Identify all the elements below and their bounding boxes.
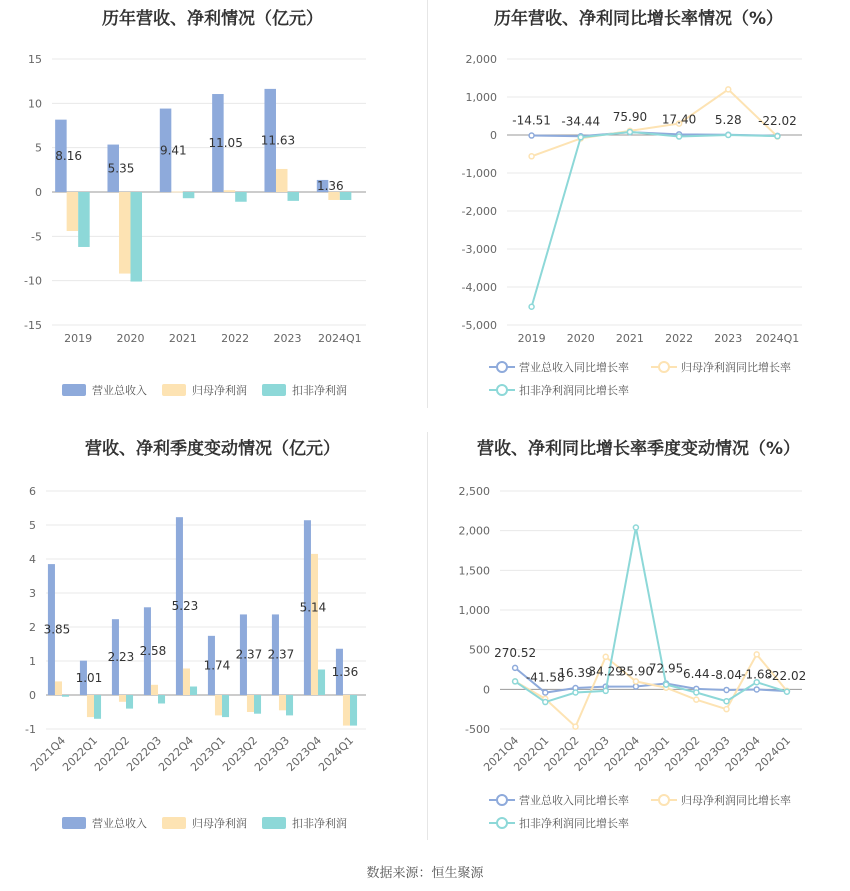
legend-label: 扣非净利润 xyxy=(292,384,347,397)
data-point xyxy=(529,154,534,159)
data-label: 11.05 xyxy=(208,136,243,151)
bar xyxy=(151,685,158,695)
x-tick-label: 2023Q3 xyxy=(252,733,293,774)
y-tick-label: -15 xyxy=(24,319,42,332)
x-tick-label: 2024Q1 xyxy=(755,332,800,345)
x-tick-label: 2022 xyxy=(665,332,694,345)
y-tick-label: 5 xyxy=(35,141,42,155)
x-tick-label: 2021 xyxy=(168,332,197,345)
data-point xyxy=(664,682,669,687)
data-label: 9.41 xyxy=(159,143,187,158)
data-point xyxy=(724,707,729,712)
data-label: 8.16 xyxy=(55,148,83,163)
data-point xyxy=(513,665,518,670)
y-tick-label: 5 xyxy=(29,519,36,532)
y-tick-label: -10 xyxy=(24,274,42,288)
data-point xyxy=(694,697,699,702)
data-point xyxy=(513,679,518,684)
data-label: -14.51 xyxy=(512,113,551,128)
x-tick-label: 2024Q1 xyxy=(752,733,794,774)
x-tick-label: 2024Q1 xyxy=(316,733,357,774)
y-tick-label: -5 xyxy=(31,230,42,244)
data-label: 75.90 xyxy=(612,110,648,125)
data-label: 35.90 xyxy=(618,664,654,679)
legend-swatch xyxy=(62,817,86,829)
data-label: 1.36 xyxy=(331,664,359,679)
x-tick-label: 2021Q4 xyxy=(481,733,522,774)
data-label: 17.40 xyxy=(661,112,697,127)
bar xyxy=(119,695,126,702)
data-label: 5.14 xyxy=(299,600,327,615)
legend-swatch xyxy=(162,817,186,829)
data-label: 2.37 xyxy=(267,647,295,662)
y-tick-label: 3 xyxy=(29,587,36,600)
x-tick-label: 2023Q4 xyxy=(722,733,763,774)
bar xyxy=(87,695,94,717)
y-tick-label: -4,000 xyxy=(461,281,497,294)
data-label: 72.95 xyxy=(648,661,684,676)
bar xyxy=(286,695,293,715)
bar xyxy=(171,192,183,193)
y-tick-label: 15 xyxy=(28,53,42,66)
legend-label: 归母净利润同比增长率 xyxy=(681,794,791,807)
data-label: -22.02 xyxy=(758,113,797,128)
x-tick-label: 2023 xyxy=(273,332,302,345)
data-point xyxy=(573,724,578,729)
y-tick-label: 0 xyxy=(29,689,36,702)
data-point xyxy=(529,304,534,309)
y-tick-label: 1,000 xyxy=(465,91,497,104)
x-tick-label: 2023Q3 xyxy=(692,733,733,774)
data-label: -8.04 xyxy=(710,667,743,682)
data-label: 2.23 xyxy=(107,650,135,665)
panel-annual-line xyxy=(427,0,850,410)
y-tick-label: 2 xyxy=(29,621,36,634)
legend-swatch xyxy=(162,384,186,396)
y-tick-label: 2,000 xyxy=(458,524,490,538)
data-point xyxy=(573,690,578,695)
legend-label: 营业总收入 xyxy=(92,817,147,830)
bar xyxy=(328,192,340,200)
x-tick-label: 2022Q3 xyxy=(124,733,165,774)
bar xyxy=(311,554,318,695)
data-label: 6.44 xyxy=(682,666,710,681)
data-point xyxy=(677,134,682,139)
bar xyxy=(254,695,261,714)
bar xyxy=(343,695,350,726)
y-tick-label: -500 xyxy=(465,723,490,736)
bar xyxy=(183,668,190,695)
data-label: 34.29 xyxy=(588,664,623,679)
data-point xyxy=(633,679,638,684)
y-tick-label: 0 xyxy=(35,186,42,199)
bar xyxy=(340,192,352,200)
x-tick-label: 2022Q4 xyxy=(156,733,197,774)
legend-label: 扣非净利润 xyxy=(292,817,347,830)
y-tick-label: -3,000 xyxy=(461,243,497,256)
panel-quarterly-bar xyxy=(0,430,425,850)
legend-label: 归母净利润 xyxy=(192,384,247,397)
bar xyxy=(224,190,236,192)
bar xyxy=(318,670,325,696)
data-label: -1.68 xyxy=(741,667,773,682)
bar xyxy=(183,192,195,198)
y-tick-label: 2,000 xyxy=(465,53,497,66)
panel-annual-bar xyxy=(0,0,425,410)
legend-marker xyxy=(497,818,507,828)
data-point xyxy=(724,687,729,692)
data-label: 3.85 xyxy=(43,622,71,637)
bar xyxy=(78,192,90,247)
x-tick-label: 2020 xyxy=(116,332,145,345)
bar xyxy=(62,695,69,697)
bar xyxy=(215,695,222,715)
y-tick-label: -5,000 xyxy=(461,319,497,332)
data-source-footer: 数据来源：恒生聚源 xyxy=(366,866,484,881)
bar xyxy=(67,192,79,231)
legend-marker xyxy=(659,362,669,372)
x-tick-label: 2022Q3 xyxy=(571,733,612,774)
legend-swatch xyxy=(262,817,286,829)
series-line xyxy=(532,132,778,307)
x-tick-label: 2022Q1 xyxy=(511,733,552,774)
x-tick-label: 2019 xyxy=(517,332,546,345)
bar xyxy=(222,695,229,717)
bar xyxy=(276,169,288,192)
x-tick-label: 2021Q4 xyxy=(28,733,69,774)
data-label: 1.74 xyxy=(203,658,231,673)
legend-marker xyxy=(497,795,507,805)
legend-label: 归母净利润同比增长率 xyxy=(681,361,791,374)
data-label: 16.39 xyxy=(558,666,593,681)
bar xyxy=(350,695,357,726)
y-tick-label: 1,000 xyxy=(458,604,490,617)
chart-title-annual-line: 历年营收、净利同比增长率情况（%） xyxy=(493,9,784,29)
chart-annual-growth-rate xyxy=(427,0,850,410)
x-tick-label: 2023Q1 xyxy=(188,733,229,774)
bar xyxy=(288,192,300,201)
legend-label: 营业总收入同比增长率 xyxy=(519,361,629,374)
legend-label: 扣非净利润同比增长率 xyxy=(519,384,629,397)
data-label: 1.36 xyxy=(316,178,344,193)
data-point xyxy=(775,134,780,139)
data-label: 5.35 xyxy=(107,161,135,176)
chart-title-quarterly-bar: 营收、净利季度变动情况（亿元） xyxy=(85,439,340,459)
data-point xyxy=(529,133,534,138)
x-tick-label: 2022Q1 xyxy=(60,733,101,774)
x-tick-label: 2023 xyxy=(714,332,743,345)
chart-quarterly-revenue-profit xyxy=(0,430,425,850)
data-label: -34.44 xyxy=(561,114,601,129)
chart-title-quarterly-line: 营收、净利同比增长率季度变动情况（%） xyxy=(476,439,801,459)
data-point xyxy=(726,87,731,92)
data-label: 1.01 xyxy=(75,670,103,685)
legend-label: 营业总收入 xyxy=(92,384,147,397)
x-tick-label: 2020 xyxy=(566,332,595,345)
y-tick-label: 6 xyxy=(29,485,36,498)
legend-label: 营业总收入同比增长率 xyxy=(519,794,629,807)
x-tick-label: 2022 xyxy=(221,332,250,345)
data-point xyxy=(694,690,699,695)
legend-label: 归母净利润 xyxy=(192,817,247,830)
bar xyxy=(279,695,286,710)
data-label: 5.23 xyxy=(171,599,199,614)
x-tick-label: 2023Q1 xyxy=(632,733,673,774)
data-point xyxy=(543,690,548,695)
data-point xyxy=(726,133,731,138)
y-tick-label: 0 xyxy=(483,683,490,697)
data-label: 11.63 xyxy=(260,133,296,148)
x-tick-label: 2023Q2 xyxy=(662,733,703,774)
bar xyxy=(190,687,197,696)
bar xyxy=(131,192,143,282)
bar xyxy=(247,695,254,712)
data-label: 2.58 xyxy=(139,644,167,659)
y-tick-label: 0 xyxy=(490,129,497,142)
y-tick-label: 500 xyxy=(469,643,490,657)
x-tick-label: 2022Q4 xyxy=(601,733,643,774)
chart-quarterly-growth-rate xyxy=(427,430,850,850)
panel-quarterly-line xyxy=(427,430,850,850)
x-tick-label: 2022Q2 xyxy=(92,733,133,774)
data-point xyxy=(633,684,638,689)
chart-annual-revenue-profit xyxy=(0,0,425,410)
y-tick-label: -2,000 xyxy=(461,205,497,218)
data-label: 2.37 xyxy=(235,647,263,662)
legend-swatch xyxy=(62,384,86,396)
legend-label: 扣非净利润同比增长率 xyxy=(519,817,629,830)
x-tick-label: 2019 xyxy=(64,332,93,345)
data-point xyxy=(578,135,583,140)
y-tick-label: 1 xyxy=(29,655,36,668)
legend-swatch xyxy=(262,384,286,396)
data-label: 5.28 xyxy=(714,112,742,127)
y-tick-label: 4 xyxy=(29,553,36,566)
x-tick-label: 2023Q4 xyxy=(284,733,325,774)
legend-marker xyxy=(497,362,507,372)
data-point xyxy=(603,688,608,693)
legend-marker xyxy=(497,385,507,395)
data-point xyxy=(543,700,548,705)
data-point xyxy=(784,689,789,694)
bar xyxy=(55,681,62,695)
data-label: -22.02 xyxy=(767,669,807,684)
y-tick-label: 10 xyxy=(28,97,42,111)
data-point xyxy=(627,129,632,134)
data-label: 270.52 xyxy=(494,645,537,660)
x-tick-label: 2024Q1 xyxy=(318,332,362,345)
x-tick-label: 2023Q2 xyxy=(220,733,261,774)
bar xyxy=(235,192,247,202)
x-tick-label: 2022Q2 xyxy=(541,733,582,774)
bar xyxy=(126,695,133,709)
chart-title-annual-bar: 历年营收、净利情况（亿元） xyxy=(102,9,323,29)
bar xyxy=(94,695,101,719)
bar xyxy=(119,192,131,274)
x-tick-label: 2021 xyxy=(615,332,644,345)
data-point xyxy=(754,687,759,692)
data-point xyxy=(633,525,638,530)
bar xyxy=(158,695,165,704)
data-point xyxy=(603,654,608,659)
legend-marker xyxy=(659,795,669,805)
y-tick-label: -1 xyxy=(25,723,36,736)
y-tick-label: 2,500 xyxy=(458,485,490,498)
y-tick-label: 1,500 xyxy=(458,564,490,578)
data-label: -41.58 xyxy=(525,670,565,685)
data-point xyxy=(754,652,759,657)
y-tick-label: -1,000 xyxy=(461,167,497,180)
data-point xyxy=(724,699,729,704)
